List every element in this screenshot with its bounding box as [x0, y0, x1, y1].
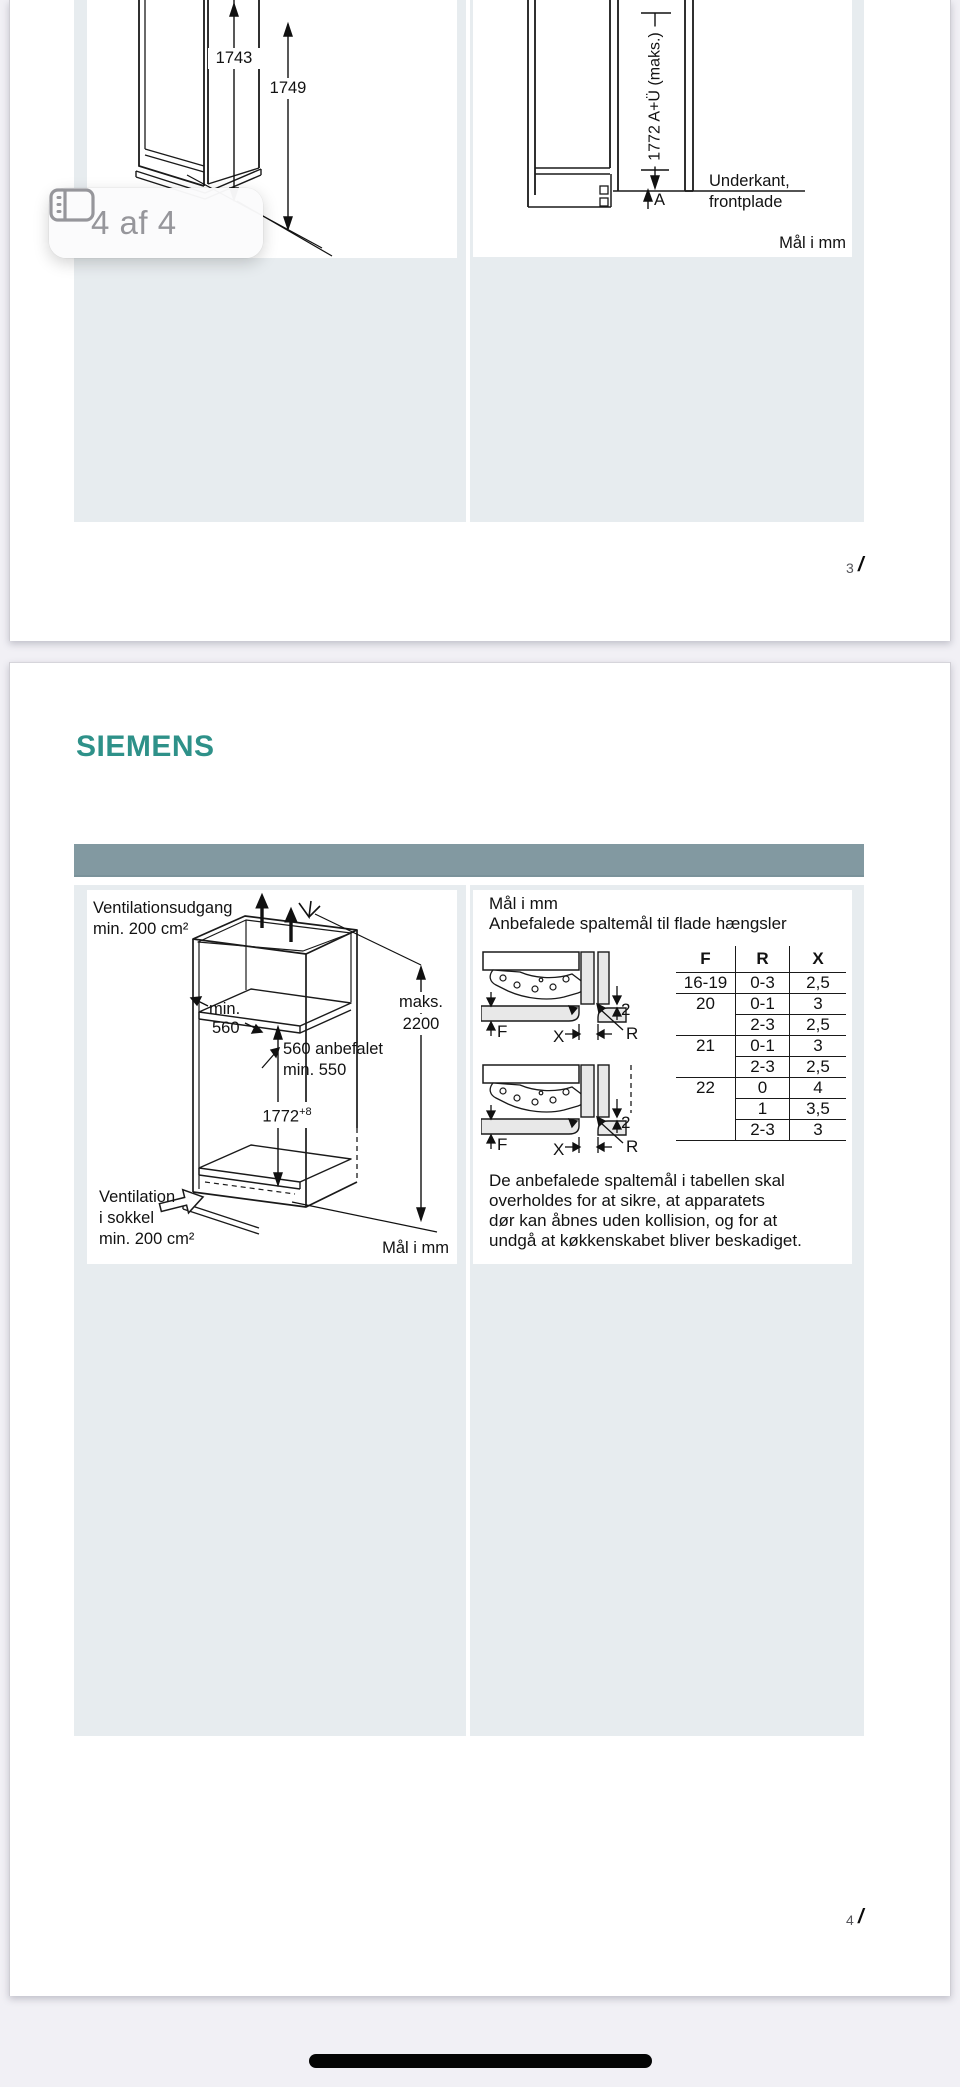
cell-r: 0-3: [736, 973, 790, 994]
page-indicator-label: 4 af 4: [91, 204, 177, 241]
dim-label-A: A: [654, 191, 666, 209]
home-indicator[interactable]: [309, 2054, 652, 2068]
niche-height-label: [255, 1102, 319, 1128]
page3-right-diagram-box: [473, 0, 852, 257]
min-depth-label-line1: min.: [209, 1000, 241, 1018]
cell-x: 3: [790, 994, 847, 1015]
cell-r: 2-3: [736, 1015, 790, 1036]
table-row: [676, 1036, 846, 1057]
page3-left-panel: [74, 0, 466, 522]
gap-dimensions-table: [676, 946, 846, 1141]
cell-r: 0-1: [736, 994, 790, 1015]
note-line: overholdes for at sikre, at apparatets: [489, 1191, 765, 1210]
cell-f: [676, 1099, 736, 1120]
vent-base-label-line1: Ventilation: [99, 1188, 176, 1206]
dim-label-rotated-1772: 1772 A+Ü (maks.): [645, 27, 666, 167]
table-row: [676, 973, 846, 994]
max-height-label-line1: maks.: [388, 992, 454, 1013]
cell-f: [676, 1120, 736, 1141]
hinge2-x-label: X: [553, 1140, 565, 1159]
header-bar: [74, 844, 864, 877]
units-label-page3: Mål i mm: [779, 234, 846, 252]
underside-label-line2: frontplade: [709, 193, 783, 211]
underside-label-line1: Underkant,: [709, 172, 790, 190]
hinge-section-heading: [489, 894, 787, 934]
cell-r: 2-3: [736, 1120, 790, 1141]
cell-r: 1: [736, 1099, 790, 1120]
col-header-x: X: [790, 946, 847, 973]
table-row: [676, 1099, 846, 1120]
page4-right-panel: [470, 885, 864, 1736]
cell-x: 4: [790, 1078, 847, 1099]
cell-f: [676, 1015, 736, 1036]
page-indicator-badge[interactable]: [49, 188, 263, 258]
niche-height-tolerance: +8: [299, 1106, 312, 1118]
page4-left-panel: [74, 885, 466, 1736]
cell-f: 22: [676, 1078, 736, 1099]
col-header-f: F: [676, 946, 736, 973]
cell-r: 2-3: [736, 1057, 790, 1078]
hinge2-f-label: F: [497, 1135, 508, 1154]
vent-outlet-label-line2: min. 200 cm²: [93, 920, 189, 938]
col-header-r: R: [736, 946, 790, 973]
page-3: [9, 0, 951, 641]
page4-number: 4: [846, 1912, 854, 1928]
page3-right-panel: [470, 0, 864, 522]
page3-number-slash: /: [858, 554, 864, 576]
gap-note-paragraph: [489, 1171, 802, 1251]
page3-number: 3: [846, 560, 854, 576]
recommended-depth-label-line2: min. 550: [283, 1061, 347, 1079]
vent-outlet-label-line1: Ventilationsudgang: [93, 899, 233, 917]
thumbnails-sidebar-icon: [49, 188, 95, 222]
cell-x: 2,5: [790, 973, 847, 994]
recommended-depth-label-line1: 560 anbefalet: [283, 1040, 384, 1058]
heading-units: Mål i mm: [489, 894, 558, 913]
hinge1-x-label: X: [553, 1027, 565, 1046]
hinge-gap-diagrams: [481, 942, 646, 1177]
table-row: [676, 1120, 846, 1141]
note-line: dør kan åbnes uden kollision, og for at: [489, 1211, 778, 1230]
cell-f: 21: [676, 1036, 736, 1057]
cell-x: 2,5: [790, 1015, 847, 1036]
siemens-logo: SIEMENS: [76, 730, 215, 763]
cell-x: 2,5: [790, 1057, 847, 1078]
cell-x: 3,5: [790, 1099, 847, 1120]
heading-title: Anbefalede spaltemål til flade hængsler: [489, 914, 787, 933]
cell-f: 16-19: [676, 973, 736, 994]
table-row: [676, 1078, 846, 1099]
units-label-page4: Mål i mm: [382, 1239, 449, 1257]
table-row: [676, 994, 846, 1015]
hinge1-gap-label: 2: [621, 1000, 631, 1019]
vent-base-label-line2: i sokkel: [99, 1209, 155, 1227]
hinge1-r-label: R: [626, 1024, 639, 1043]
hinge-diagram-top: [481, 952, 638, 1046]
table-row: [676, 1057, 846, 1078]
hinge1-f-label: F: [497, 1022, 508, 1041]
min-depth-label-line2: 560: [212, 1019, 240, 1037]
hinge2-r-label: R: [626, 1137, 639, 1156]
cell-r: 0: [736, 1078, 790, 1099]
page4-left-diagram-box: [87, 890, 457, 1264]
note-line: De anbefalede spaltemål i tabellen skal: [489, 1171, 785, 1190]
table-row: [676, 1015, 846, 1036]
dim-label-1749: 1749: [262, 78, 314, 99]
page4-number-slash: /: [858, 1906, 864, 1928]
hinge-diagram-bottom: [481, 1065, 638, 1159]
niche-height-value: 1772: [262, 1107, 300, 1126]
vent-base-label-line3: min. 200 cm²: [99, 1230, 195, 1248]
cell-x: 3: [790, 1120, 847, 1141]
table-header-row: [676, 946, 846, 973]
cell-r: 0-1: [736, 1036, 790, 1057]
page-4: [9, 662, 951, 1996]
note-line: undgå at køkkenskabet bliver beskadiget.: [489, 1231, 802, 1250]
max-height-label-line2: 2200: [388, 1014, 454, 1035]
page4-right-content-box: [473, 890, 852, 1264]
cell-f: 20: [676, 994, 736, 1015]
cell-f: [676, 1057, 736, 1078]
dim-label-1743: 1743: [208, 48, 260, 69]
cell-x: 3: [790, 1036, 847, 1057]
hinge2-gap-label: 2: [621, 1113, 631, 1132]
